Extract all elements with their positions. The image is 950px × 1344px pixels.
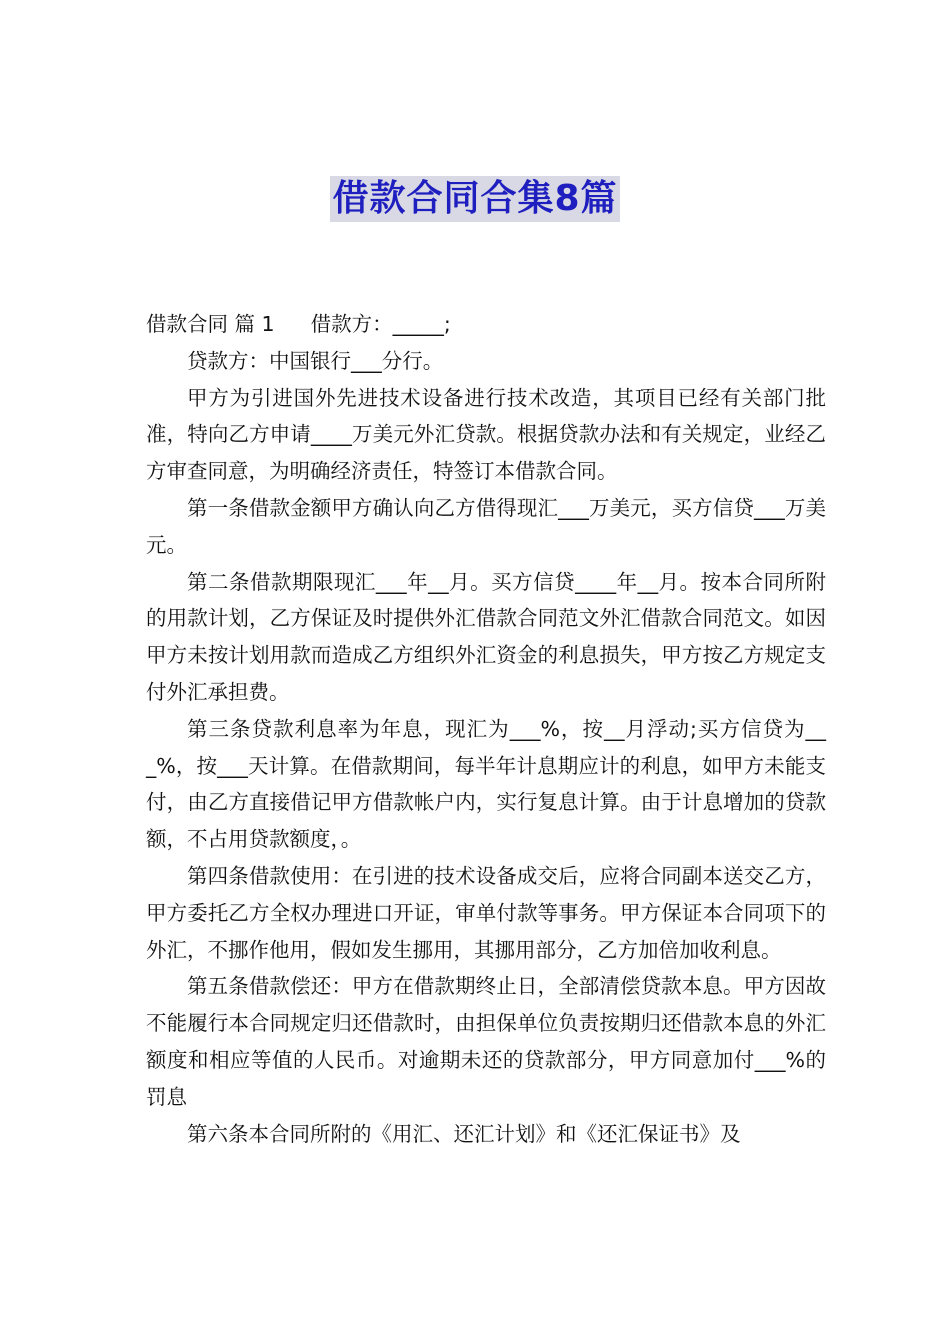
paragraph-article-5: 第五条借款偿还：甲方在借款期终止日，全部清偿贷款本息。甲方因故不能履行本合同规定归还借款时，由担保单位负责按期归还借款本息的外汇额度和相应等值的人民币。对逾期未还的贷款部分，甲方同意加付___%的罚息 xyxy=(146,974,826,1109)
paragraph-article-3: 第三条贷款利息率为年息，现汇为___%，按__月浮动;买方信贷为___%，按___天计算。在借款期间，每半年计息期应计的利息，如甲方未能支付，由乙方直接借记甲方借款帐户内，实行复息计算。由于计息增加的贷款额，不占用贷款额度，。 xyxy=(146,716,826,852)
title-container xyxy=(0,176,950,222)
paragraph-lender: 贷款方：中国银行___分行。 xyxy=(187,348,444,373)
paragraph-article-4: 第四条借款使用：在引进的技术设备成交后，应将合同副本送交乙方，甲方委托乙方全权办理进口开证，审单付款等事务。甲方保证本合同项下的外汇，不挪作他用，假如发生挪用，其挪用部分，乙方加倍加收利息。 xyxy=(146,863,826,962)
document-body xyxy=(146,306,826,1152)
section-heading: 借款合同 篇 1 xyxy=(146,312,275,336)
paragraph-article-2: 第二条借款期限现汇___年__月。买方信贷____年__月。按本合同所附的用款计划，乙方保证及时提供外汇借款合同范文外汇借款合同范文。如因甲方未按计划用款而造成乙方组织外汇资金的利息损失，甲方按乙方规定支付外汇承担费。 xyxy=(146,569,826,704)
paragraph-intro: 甲方为引进国外先进技术设备进行技术改造，其项目已经有关部门批准，特向乙方申请____万美元外汇贷款。根据贷款办法和有关规定，业经乙方审查同意，为明确经济责任，特签订本借款合同。 xyxy=(146,385,826,484)
paragraph-article-6: 第六条本合同所附的《用汇、还汇计划》和《还汇保证书》及 xyxy=(187,1121,741,1146)
paragraph-article-1: 第一条借款金额甲方确认向乙方借得现汇___万美元，买方信贷___万美元。 xyxy=(146,495,826,557)
document-title: 借款合同合集8篇 xyxy=(330,176,619,222)
first-line xyxy=(146,306,826,343)
borrower-line: 借款方：_____; xyxy=(310,312,451,336)
